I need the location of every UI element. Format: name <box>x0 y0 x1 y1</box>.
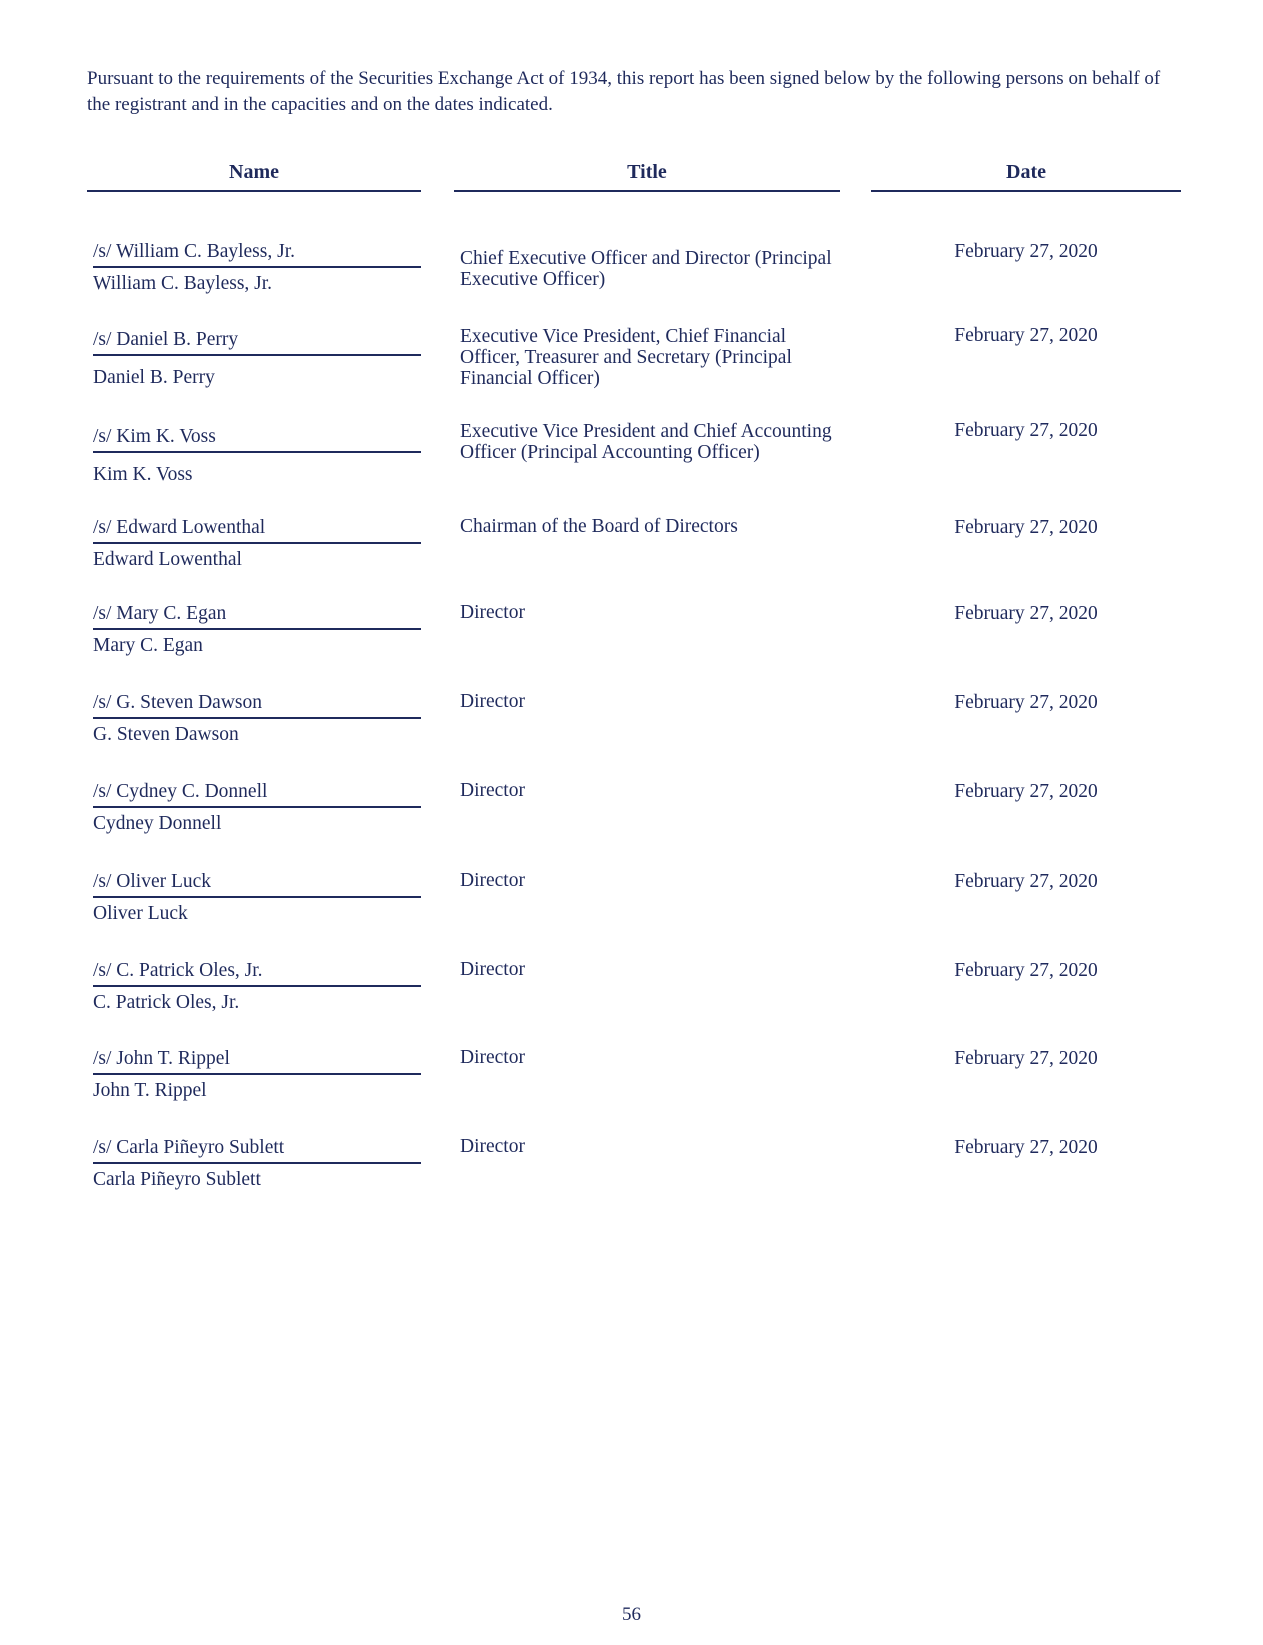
signature-block <box>87 516 421 572</box>
signature-block <box>87 691 421 747</box>
signature-block <box>87 328 421 390</box>
signer-name: John T. Rippel <box>93 1080 207 1101</box>
signature-block <box>87 870 421 926</box>
signature-line: /s/ John T. Rippel <box>93 1047 421 1075</box>
signer-title: Chief Executive Officer and Director (Principal Executive Officer) <box>460 248 832 290</box>
signature-date: February 27, 2020 <box>954 241 1098 262</box>
signature-date: February 27, 2020 <box>954 692 1098 713</box>
signature-date: February 27, 2020 <box>954 781 1098 802</box>
signature-date: February 27, 2020 <box>954 420 1098 441</box>
signature-date: February 27, 2020 <box>954 871 1098 892</box>
signer-name: Edward Lowenthal <box>93 549 242 570</box>
signature-line: /s/ Oliver Luck <box>93 870 421 898</box>
signature-date: February 27, 2020 <box>954 1137 1098 1158</box>
signature-line: /s/ Cydney C. Donnell <box>93 780 421 808</box>
signature-date: February 27, 2020 <box>954 325 1098 346</box>
signer-name: Daniel B. Perry <box>93 367 215 388</box>
signer-title: Director <box>460 691 525 712</box>
signature-date: February 27, 2020 <box>954 1048 1098 1069</box>
signer-name: William C. Bayless, Jr. <box>93 273 273 294</box>
signer-title: Director <box>460 959 525 980</box>
signature-block <box>87 602 421 658</box>
signature-line: /s/ C. Patrick Oles, Jr. <box>93 959 421 987</box>
signature-line: /s/ Mary C. Egan <box>93 602 421 630</box>
signature-block <box>87 240 421 296</box>
signer-name: Cydney Donnell <box>93 813 222 834</box>
signature-block <box>87 425 421 487</box>
signer-title: Executive Vice President and Chief Accounting Officer (Principal Accounting Officer) <box>460 421 832 463</box>
signer-title: Director <box>460 1047 525 1068</box>
signer-name: Oliver Luck <box>93 903 188 924</box>
signer-title: Executive Vice President, Chief Financial Officer, Treasurer and Secretary (Principal Financial Officer) <box>460 326 792 389</box>
signature-date: February 27, 2020 <box>954 960 1098 981</box>
page-number: 56 <box>622 1604 641 1625</box>
signature-line: /s/ Daniel B. Perry <box>93 328 421 356</box>
column-header-title: Title <box>454 161 840 192</box>
signature-line: /s/ Kim K. Voss <box>93 425 421 453</box>
column-header-name: Name <box>87 161 421 192</box>
signature-date: February 27, 2020 <box>954 603 1098 624</box>
signer-title: Director <box>460 780 525 801</box>
signer-title: Director <box>460 1136 525 1157</box>
signer-title: Director <box>460 602 525 623</box>
signature-line: /s/ William C. Bayless, Jr. <box>93 240 421 268</box>
intro-paragraph: Pursuant to the requirements of the Securities Exchange Act of 1934, this report has been signed below by the following persons on behalf of the registrant and in the capacities and on the dates indicated. <box>87 68 1161 115</box>
signature-line: /s/ Edward Lowenthal <box>93 516 421 544</box>
signer-title: Chairman of the Board of Directors <box>460 516 738 537</box>
signer-name: C. Patrick Oles, Jr. <box>93 992 240 1013</box>
signer-title: Director <box>460 870 525 891</box>
signer-name: Mary C. Egan <box>93 635 203 656</box>
signer-name: Kim K. Voss <box>93 464 193 485</box>
signature-date: February 27, 2020 <box>954 517 1098 538</box>
signature-line: /s/ Carla Piñeyro Sublett <box>93 1136 421 1164</box>
signature-block <box>87 959 421 1015</box>
column-header-date: Date <box>871 161 1181 192</box>
signature-block <box>87 1047 421 1103</box>
signature-block <box>87 780 421 836</box>
signature-block <box>87 1136 421 1192</box>
signature-line: /s/ G. Steven Dawson <box>93 691 421 719</box>
signer-name: G. Steven Dawson <box>93 724 239 745</box>
signer-name: Carla Piñeyro Sublett <box>93 1169 261 1190</box>
